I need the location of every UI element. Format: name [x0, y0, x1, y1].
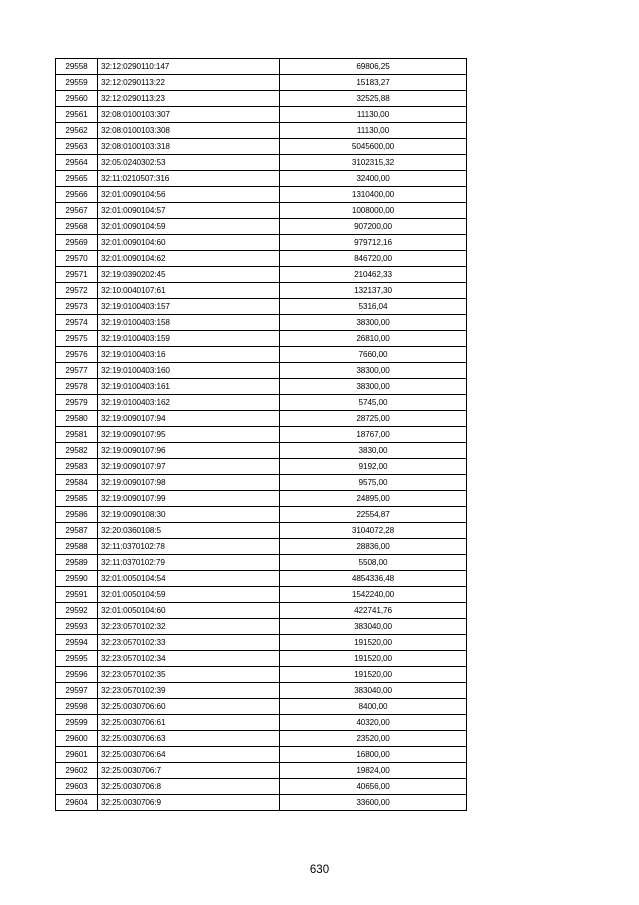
row-number-cell: 29590: [56, 571, 98, 587]
cadastral-number-cell: 32:19:0090107:96: [98, 443, 280, 459]
value-cell: 28836,00: [280, 539, 467, 555]
cadastral-number-cell: 32:01:0090104:57: [98, 203, 280, 219]
row-number-cell: 29588: [56, 539, 98, 555]
row-number-cell: 29565: [56, 171, 98, 187]
table-row: [56, 123, 467, 139]
row-number-cell: 29599: [56, 715, 98, 731]
value-cell: 33600,00: [280, 795, 467, 811]
cadastral-number-cell: 32:01:0090104:60: [98, 235, 280, 251]
row-number-cell: 29577: [56, 363, 98, 379]
cadastral-number-cell: 32:01:0050104:60: [98, 603, 280, 619]
value-cell: 9575,00: [280, 475, 467, 491]
table-row: [56, 203, 467, 219]
cadastral-number-cell: 32:23:0570102:35: [98, 667, 280, 683]
cadastral-number-cell: 32:11:0370102:78: [98, 539, 280, 555]
cadastral-value-table: [55, 58, 467, 811]
value-cell: 846720,00: [280, 251, 467, 267]
value-cell: 9192,00: [280, 459, 467, 475]
table-row: [56, 299, 467, 315]
value-cell: 132137,30: [280, 283, 467, 299]
cadastral-number-cell: 32:12:0290113:22: [98, 75, 280, 91]
table-row: [56, 795, 467, 811]
table-row: [56, 507, 467, 523]
table-row: [56, 683, 467, 699]
row-number-cell: 29594: [56, 635, 98, 651]
cadastral-number-cell: 32:10:0040107:61: [98, 283, 280, 299]
table-row: [56, 427, 467, 443]
value-cell: 5316,04: [280, 299, 467, 315]
cadastral-number-cell: 32:25:0030706:8: [98, 779, 280, 795]
cadastral-number-cell: 32:12:0290110:147: [98, 59, 280, 75]
table-row: [56, 731, 467, 747]
table-row: [56, 379, 467, 395]
table-row: [56, 171, 467, 187]
table-row: [56, 235, 467, 251]
row-number-cell: 29575: [56, 331, 98, 347]
value-cell: 23520,00: [280, 731, 467, 747]
row-number-cell: 29559: [56, 75, 98, 91]
table-row: [56, 651, 467, 667]
table-row: [56, 155, 467, 171]
value-cell: 38300,00: [280, 379, 467, 395]
table-row: [56, 75, 467, 91]
row-number-cell: 29572: [56, 283, 98, 299]
row-number-cell: 29578: [56, 379, 98, 395]
row-number-cell: 29584: [56, 475, 98, 491]
row-number-cell: 29558: [56, 59, 98, 75]
row-number-cell: 29576: [56, 347, 98, 363]
value-cell: 19824,00: [280, 763, 467, 779]
cadastral-number-cell: 32:25:0030706:64: [98, 747, 280, 763]
table-row: [56, 59, 467, 75]
cadastral-number-cell: 32:01:0050104:54: [98, 571, 280, 587]
row-number-cell: 29591: [56, 587, 98, 603]
cadastral-number-cell: 32:19:0100403:16: [98, 347, 280, 363]
row-number-cell: 29566: [56, 187, 98, 203]
row-number-cell: 29589: [56, 555, 98, 571]
table-row: [56, 91, 467, 107]
table-row: [56, 587, 467, 603]
row-number-cell: 29600: [56, 731, 98, 747]
value-cell: 191520,00: [280, 635, 467, 651]
value-cell: 11130,00: [280, 107, 467, 123]
cadastral-number-cell: 32:01:0090104:59: [98, 219, 280, 235]
value-cell: 38300,00: [280, 315, 467, 331]
value-cell: 32525,88: [280, 91, 467, 107]
table-row: [56, 219, 467, 235]
value-cell: 11130,00: [280, 123, 467, 139]
row-number-cell: 29592: [56, 603, 98, 619]
cadastral-number-cell: 32:08:0100103:308: [98, 123, 280, 139]
row-number-cell: 29595: [56, 651, 98, 667]
table-row: [56, 571, 467, 587]
value-cell: 40320,00: [280, 715, 467, 731]
table-row: [56, 139, 467, 155]
cadastral-number-cell: 32:19:0090107:98: [98, 475, 280, 491]
row-number-cell: 29573: [56, 299, 98, 315]
value-cell: 5045600,00: [280, 139, 467, 155]
cadastral-number-cell: 32:25:0030706:60: [98, 699, 280, 715]
value-cell: 16800,00: [280, 747, 467, 763]
cadastral-number-cell: 32:08:0100103:318: [98, 139, 280, 155]
value-cell: 7660,00: [280, 347, 467, 363]
cadastral-number-cell: 32:20:0360108:5: [98, 523, 280, 539]
row-number-cell: 29593: [56, 619, 98, 635]
cadastral-number-cell: 32:19:0090107:99: [98, 491, 280, 507]
table-row: [56, 491, 467, 507]
table-row: [56, 635, 467, 651]
value-cell: 1542240,00: [280, 587, 467, 603]
value-cell: 24895,00: [280, 491, 467, 507]
row-number-cell: 29561: [56, 107, 98, 123]
value-cell: 22554,87: [280, 507, 467, 523]
row-number-cell: 29586: [56, 507, 98, 523]
row-number-cell: 29564: [56, 155, 98, 171]
cadastral-number-cell: 32:19:0390202:45: [98, 267, 280, 283]
page-number: 630: [309, 864, 330, 876]
table-row: [56, 331, 467, 347]
cadastral-number-cell: 32:01:0090104:62: [98, 251, 280, 267]
table-row: [56, 619, 467, 635]
cadastral-number-cell: 32:19:0090107:94: [98, 411, 280, 427]
value-cell: 1310400,00: [280, 187, 467, 203]
table-body: [56, 59, 467, 811]
cadastral-number-cell: 32:25:0030706:9: [98, 795, 280, 811]
table-row: [56, 603, 467, 619]
cadastral-number-cell: 32:19:0090108:30: [98, 507, 280, 523]
row-number-cell: 29562: [56, 123, 98, 139]
row-number-cell: 29571: [56, 267, 98, 283]
table-row: [56, 411, 467, 427]
cadastral-number-cell: 32:05:0240302:53: [98, 155, 280, 171]
cadastral-number-cell: 32:25:0030706:7: [98, 763, 280, 779]
table-row: [56, 187, 467, 203]
cadastral-number-cell: 32:25:0030706:61: [98, 715, 280, 731]
table-row: [56, 763, 467, 779]
value-cell: 4854336,48: [280, 571, 467, 587]
row-number-cell: 29574: [56, 315, 98, 331]
row-number-cell: 29580: [56, 411, 98, 427]
row-number-cell: 29604: [56, 795, 98, 811]
row-number-cell: 29601: [56, 747, 98, 763]
value-cell: 32400,00: [280, 171, 467, 187]
table-row: [56, 747, 467, 763]
value-cell: 8400,00: [280, 699, 467, 715]
row-number-cell: 29587: [56, 523, 98, 539]
value-cell: 18767,00: [280, 427, 467, 443]
row-number-cell: 29597: [56, 683, 98, 699]
row-number-cell: 29569: [56, 235, 98, 251]
value-cell: 1008000,00: [280, 203, 467, 219]
row-number-cell: 29567: [56, 203, 98, 219]
cadastral-number-cell: 32:01:0050104:59: [98, 587, 280, 603]
row-number-cell: 29581: [56, 427, 98, 443]
row-number-cell: 29596: [56, 667, 98, 683]
value-cell: 979712,16: [280, 235, 467, 251]
cadastral-number-cell: 32:19:0100403:157: [98, 299, 280, 315]
cadastral-number-cell: 32:25:0030706:63: [98, 731, 280, 747]
table-row: [56, 363, 467, 379]
table-row: [56, 699, 467, 715]
table-row: [56, 475, 467, 491]
table-row: [56, 715, 467, 731]
value-cell: 383040,00: [280, 619, 467, 635]
table-row: [56, 107, 467, 123]
cadastral-number-cell: 32:19:0100403:161: [98, 379, 280, 395]
table-row: [56, 267, 467, 283]
table-row: [56, 459, 467, 475]
row-number-cell: 29568: [56, 219, 98, 235]
value-cell: 422741,76: [280, 603, 467, 619]
value-cell: 3830,00: [280, 443, 467, 459]
cadastral-number-cell: 32:01:0090104:56: [98, 187, 280, 203]
value-cell: 40656,00: [280, 779, 467, 795]
value-cell: 3104072,28: [280, 523, 467, 539]
cadastral-number-cell: 32:12:0290113:23: [98, 91, 280, 107]
cadastral-number-cell: 32:19:0100403:160: [98, 363, 280, 379]
row-number-cell: 29602: [56, 763, 98, 779]
table-row: [56, 539, 467, 555]
cadastral-number-cell: 32:19:0100403:159: [98, 331, 280, 347]
table-row: [56, 443, 467, 459]
value-cell: 38300,00: [280, 363, 467, 379]
cadastral-number-cell: 32:11:0210507:316: [98, 171, 280, 187]
row-number-cell: 29570: [56, 251, 98, 267]
cadastral-number-cell: 32:19:0100403:158: [98, 315, 280, 331]
value-cell: 907200,00: [280, 219, 467, 235]
cadastral-number-cell: 32:23:0570102:33: [98, 635, 280, 651]
row-number-cell: 29582: [56, 443, 98, 459]
value-cell: 15183,27: [280, 75, 467, 91]
row-number-cell: 29583: [56, 459, 98, 475]
cadastral-number-cell: 32:11:0370102:79: [98, 555, 280, 571]
row-number-cell: 29560: [56, 91, 98, 107]
value-cell: 5508,00: [280, 555, 467, 571]
value-cell: 191520,00: [280, 667, 467, 683]
table-row: [56, 347, 467, 363]
cadastral-number-cell: 32:19:0090107:95: [98, 427, 280, 443]
value-cell: 28725,00: [280, 411, 467, 427]
value-cell: 69806,25: [280, 59, 467, 75]
table-row: [56, 315, 467, 331]
cadastral-number-cell: 32:08:0100103:307: [98, 107, 280, 123]
cadastral-number-cell: 32:19:0090107:97: [98, 459, 280, 475]
table-row: [56, 251, 467, 267]
row-number-cell: 29603: [56, 779, 98, 795]
table-row: [56, 667, 467, 683]
table-row: [56, 283, 467, 299]
value-cell: 383040,00: [280, 683, 467, 699]
row-number-cell: 29563: [56, 139, 98, 155]
table-row: [56, 523, 467, 539]
row-number-cell: 29598: [56, 699, 98, 715]
cadastral-number-cell: 32:23:0570102:34: [98, 651, 280, 667]
value-cell: 26810,00: [280, 331, 467, 347]
table-row: [56, 779, 467, 795]
table-row: [56, 555, 467, 571]
value-cell: 210462,33: [280, 267, 467, 283]
cadastral-number-cell: 32:19:0100403:162: [98, 395, 280, 411]
row-number-cell: 29585: [56, 491, 98, 507]
table-row: [56, 395, 467, 411]
value-cell: 5745,00: [280, 395, 467, 411]
cadastral-number-cell: 32:23:0570102:32: [98, 619, 280, 635]
value-cell: 3102315,32: [280, 155, 467, 171]
cadastral-number-cell: 32:23:0570102:39: [98, 683, 280, 699]
value-cell: 191520,00: [280, 651, 467, 667]
row-number-cell: 29579: [56, 395, 98, 411]
